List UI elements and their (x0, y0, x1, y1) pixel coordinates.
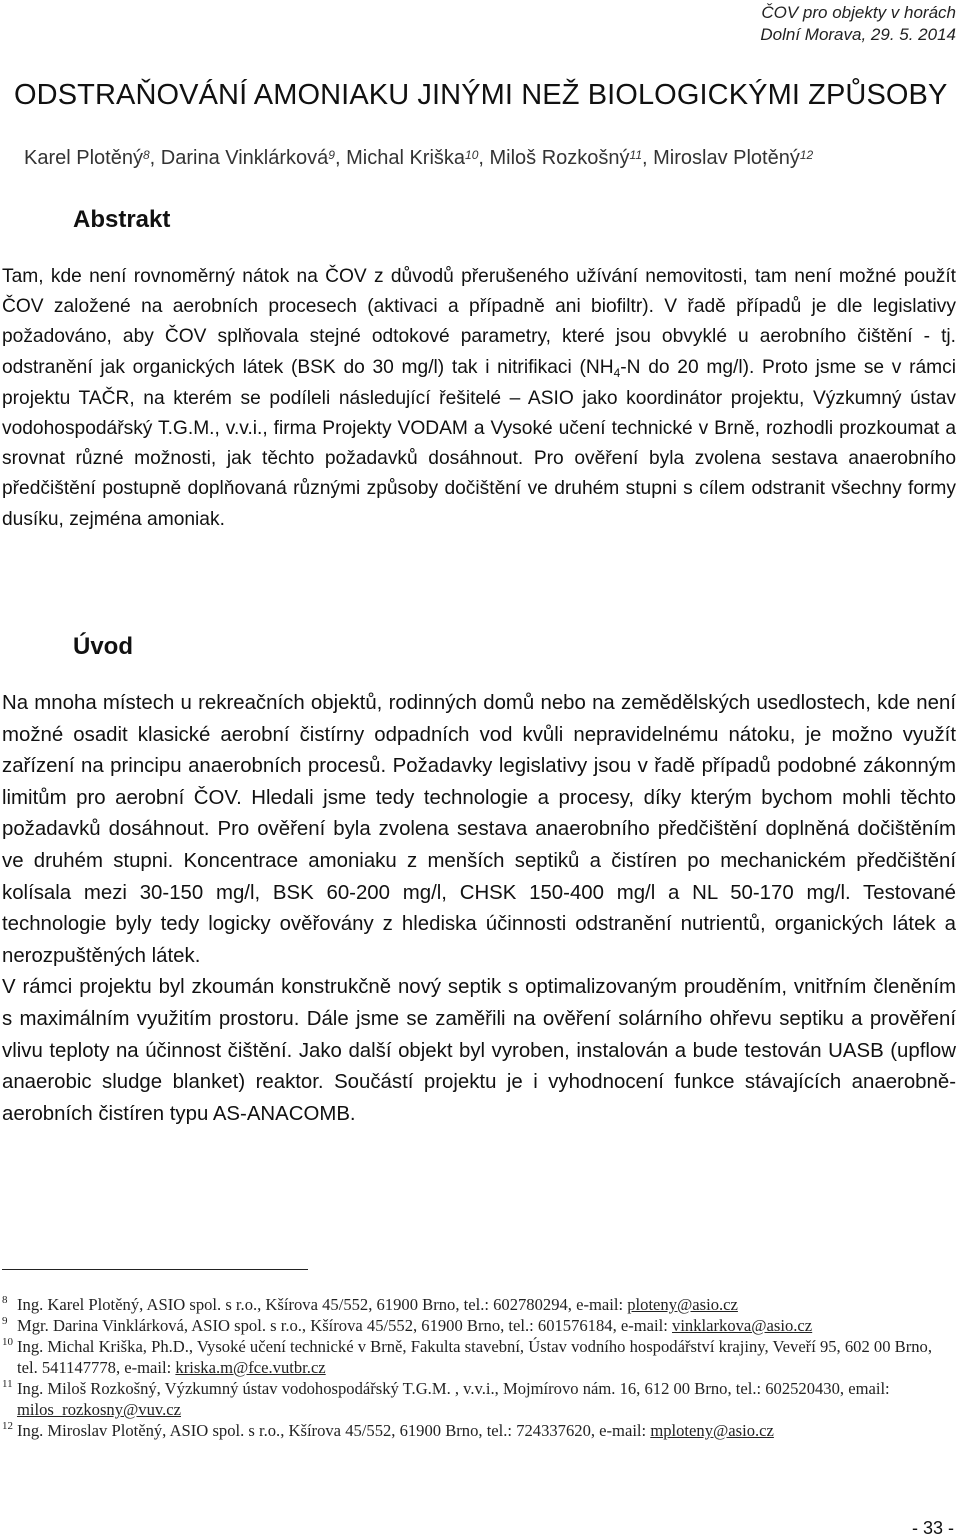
author-name: Darina Vinklárková (160, 147, 329, 169)
author-footnote-ref[interactable]: 10 (465, 148, 479, 162)
header-event-name: ČOV pro objekty v horách (761, 3, 956, 22)
page-number: - 33 - (911, 1518, 954, 1538)
footnote-number: 9 (2, 1315, 8, 1327)
author-footnote-ref[interactable]: 8 (142, 148, 150, 162)
footnote-number: 11 (2, 1378, 13, 1390)
abstract-text (2, 262, 956, 535)
footnote-text: Ing. Miloš Rozkošný, Výzkumný ústav vodohospodářský T.G.M. , v.v.i., Mojmírovo nám. 16, 612 00 Brno, tel.: 602520430, email: (17, 1379, 890, 1398)
footnote-number: 12 (2, 1420, 13, 1432)
intro-heading: Úvod (73, 633, 133, 660)
author-name: Karel Plotěný (24, 147, 143, 169)
footnote-number: 8 (2, 1294, 8, 1306)
email-link[interactable]: vinklarkova@asio.cz (672, 1316, 813, 1335)
footnote-item (2, 1294, 952, 1315)
footnote-text: Mgr. Darina Vinklárková, ASIO spol. s r.o., Kšírova 45/552, 61900 Brno, tel.: 601576184, e-mail: (17, 1316, 673, 1335)
author-footnote-ref[interactable]: 11 (629, 148, 643, 162)
author-name: Miloš Rozkošný (489, 147, 630, 169)
footnote-number: 10 (2, 1336, 13, 1348)
subscript-four: 4 (613, 365, 621, 380)
footnote-item (2, 1315, 952, 1336)
author-list: Karel Plotěný$^8$, Darina Vinklárková$^9$, Michal Kriška$^{10}$, Miloš Rozkošný$^{11}$, Miroslav Plotěný$^{12}$ (24, 147, 814, 169)
email-link[interactable]: milos_rozkosny@vuv.cz (17, 1400, 181, 1419)
footnote-separator (2, 1269, 308, 1270)
abstract-heading: Abstrakt (73, 206, 171, 233)
email-link[interactable]: mploteny@asio.cz (650, 1421, 774, 1440)
intro-paragraph: V rámci projektu byl zkoumán konstrukčně nový septik s optimalizovaným prouděním, vnitřním členěním s maximálním využitím prostoru. Dále jsme se zaměřili na ověření solárního ohřevu septiku a prověření vlivu teploty na účinnost čištění. Jako další objekt byl vyroben, instalován a bude testován UASB (upflow anaerobic sludge blanket) reaktor. Součástí projektu je i vyhodnocení funkce stávajících anaerobně-aerobních čistíren typu AS-ANACOMB. (2, 976, 956, 1125)
footnote-item (2, 1336, 952, 1378)
author-footnote-ref[interactable]: 9 (328, 148, 335, 162)
author-name: Miroslav Plotěný (653, 147, 800, 169)
abstract-text-part: -N do 20 mg/l). Proto jsme se v rámci projektu TAČR, na kterém se podíleli následující řešitelé – ASIO jako koordinátor projektu, Výzkumný ústav vodohospodářský T.G.M., v.v.i., firma Projekty VODAM a Vysoké učení technické v Brně, rozhodli prozkoumat a srovnat různé možnosti, jak těchto požadavků dosáhnout. Pro ověření byla zvolena sestava anaerobního předčištění postupně doplňovaná různými způsoby dočištění ve druhém stupni s cílem odstranit všechny formy dusíku, zejména amoniak. (2, 356, 956, 530)
intro-text (2, 688, 956, 1130)
abstract-text-part: Tam, kde není rovnoměrný nátok na ČOV z důvodů přerušeného užívání nemovitosti, tam není možné použít ČOV založené na aerobních procesech (aktivaci a případně ani biofiltr). V řadě případů je dle legislativy požadováno, aby ČOV splňovala stejné odtokové parametry, které jsou obvyklé u aerobního čištění - tj. odstranění jak organických látek (BSK do 30 mg/l) tak i nitrifikaci (NH (2, 266, 956, 378)
email-link[interactable]: ploteny@asio.cz (627, 1295, 738, 1314)
footnote-text: Ing. Michal Kriška, Ph.D., Vysoké učení technické v Brně, Fakulta stavební, Ústav vodního hospodářství krajiny, Veveří 95, 602 00 Brno, tel. 541147778, e-mail: (17, 1337, 932, 1377)
footnotes (2, 1294, 952, 1441)
footnote-text: Ing. Karel Plotěný, ASIO spol. s r.o., Kšírova 45/552, 61900 Brno, tel.: 602780294, e-mail: (17, 1295, 628, 1314)
footnote-text: Ing. Miroslav Plotěný, ASIO spol. s r.o., Kšírova 45/552, 61900 Brno, tel.: 724337620, e-mail: (17, 1421, 651, 1440)
email-link[interactable]: kriska.m@fce.vutbr.cz (175, 1358, 326, 1377)
paper-title: ODSTRAŇOVÁNÍ AMONIAKU JINÝMI NEŽ BIOLOGICKÝMI ZPŮSOBY (14, 79, 948, 111)
header-event-date: Dolní Morava, 29. 5. 2014 (760, 25, 956, 44)
author-footnote-ref[interactable]: 12 (799, 148, 814, 162)
intro-paragraph: Na mnoha místech u rekreačních objektů, rodinných domů nebo na zemědělských usedlostech, kde není možné osadit klasické aerobní čistírny odpadních vod kvůli nepravidelnému nátoku, je možno využít zařízení na principu anaerobních procesů. Požadavky legislativy jsou v řadě případů podobné zákonným limitům pro aerobní ČOV. Hledali jsme tedy technologie a procesy, díky kterým bychom mohli těchto požadavků dosáhnout. Pro ověření byla zvolena sestava anaerobního předčištění doplněná dočištěním ve druhém stupni. Koncentrace amoniaku z menších septiků a čistíren po mechanickém předčištění kolísala mezi 30-150 mg/l, BSK 60-200 mg/l, CHSK 150-400 mg/l a NL 50-170 mg/l. Testované technologie byly tedy logicky ověřovány z hlediska účinnosti odstranění nutrientů, organických látek a nerozpuštěných látek. (2, 692, 956, 967)
footnote-item (2, 1378, 952, 1420)
footnote-item (2, 1420, 952, 1441)
author-name: Michal Kriška (346, 147, 466, 169)
running-header (760, 2, 956, 46)
